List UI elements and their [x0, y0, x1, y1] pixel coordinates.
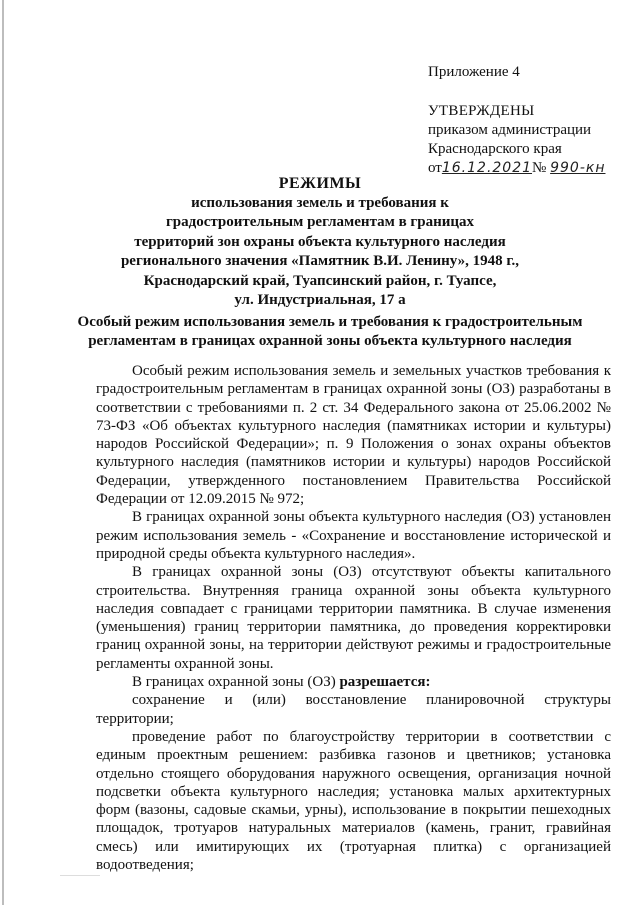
paragraph-2: В границах охранной зоны объекта культурного наследия (ОЗ) установлен режим использования земель - «Сохранение и восстановление исторической и природной среды объекта культурного наследия».: [96, 509, 611, 562]
subheading-line-2: регламентам в границах охранной зоны объекта культурного наследия: [88, 333, 572, 349]
heading-line-5: Краснодарский край, Туапсинский район, г. Туапсе,: [143, 272, 497, 289]
document-heading: [60, 174, 580, 311]
scan-edge-line: [2, 0, 4, 905]
heading-title: РЕЖИМЫ: [278, 175, 362, 192]
paragraph-4-bold: разрешается:: [339, 674, 431, 691]
paragraph-1: Особый режим использования земель и земельных участков требования к градостроительным регламентам в границах охранной зоны (ОЗ) разработаны в соответствии с требованиями п. 2 ст. 34 Федерального закона от 25.06.2002 № 73-ФЗ «Об объектах культурного наследия (памятниках истории и культуры) народов Российской Федерации»; п. 9 Положения о зонах охраны объектов культурного наследия (памятников истории и культуры) народов Российской Федерации, утвержденного постановлением Правительства Российской Федерации от 12.09.2015 № 972;: [96, 363, 611, 508]
heading-line-4: регионального значения «Памятник В.И. Ленину», 1948 г.,: [120, 253, 520, 269]
approval-line-2: Краснодарского края: [428, 141, 562, 157]
section-subheading: [60, 313, 600, 351]
heading-line-6: ул. Индустриальная, 17 а: [234, 292, 406, 308]
handwritten-date: 16.12.2021: [441, 160, 533, 176]
paragraph-4: [96, 673, 611, 691]
approval-block: [428, 102, 605, 178]
heading-line-3: территорий зон охраны объекта культурного наследия: [134, 233, 506, 250]
heading-line-2: градостроительным регламентам в границах: [165, 214, 475, 230]
paragraph-5: сохранение и (или) восстановление планировочной структуры территории;: [96, 692, 611, 727]
paragraph-4-text: В границах охранной зоны (ОЗ): [132, 674, 340, 691]
number-prefix: №: [532, 160, 547, 176]
from-prefix: от: [428, 160, 442, 176]
document-body: [96, 362, 611, 874]
appendix-label: Приложение 4: [428, 64, 520, 80]
paragraph-3: В границах охранной зоны (ОЗ) отсутствуют объекты капитального строительства. Внутренняя граница охранной зоны объекта культурного наследия совпадает с границами территории памятника. В случае изменения (уменьшения) границ территории памятника, до проведения корректировки границ охранной зоны, на территории действуют режимы и градостроительные регламенты охранной зоны.: [96, 564, 611, 672]
paragraph-6: проведение работ по благоустройству территории в соответствии с единым проектным решением: разбивка газонов и цветников; установка отдельно стоящего оборудования наружного освещения, организация ночной подсветки объекта культурного наследия; установка малых архитектурных форм (вазоны, садовые скамьи, урны), использование в покрытии пешеходных площадок, тротуаров натуральных материалов (камень, гранит, гравийная смесь) или имитирующих их (тротуарная плитка) с организацией водоотведения;: [96, 728, 611, 874]
heading-line-1: использования земель и требования к: [191, 194, 449, 211]
handwritten-number: 990-кн: [550, 160, 606, 176]
subheading-line-1: Особый режим использования земель и требования к градостроительным: [77, 314, 583, 330]
approval-line-1: приказом администрации: [428, 122, 592, 138]
footer-mark: [60, 875, 100, 876]
approval-title: УТВЕРЖДЕНЫ: [428, 103, 535, 119]
